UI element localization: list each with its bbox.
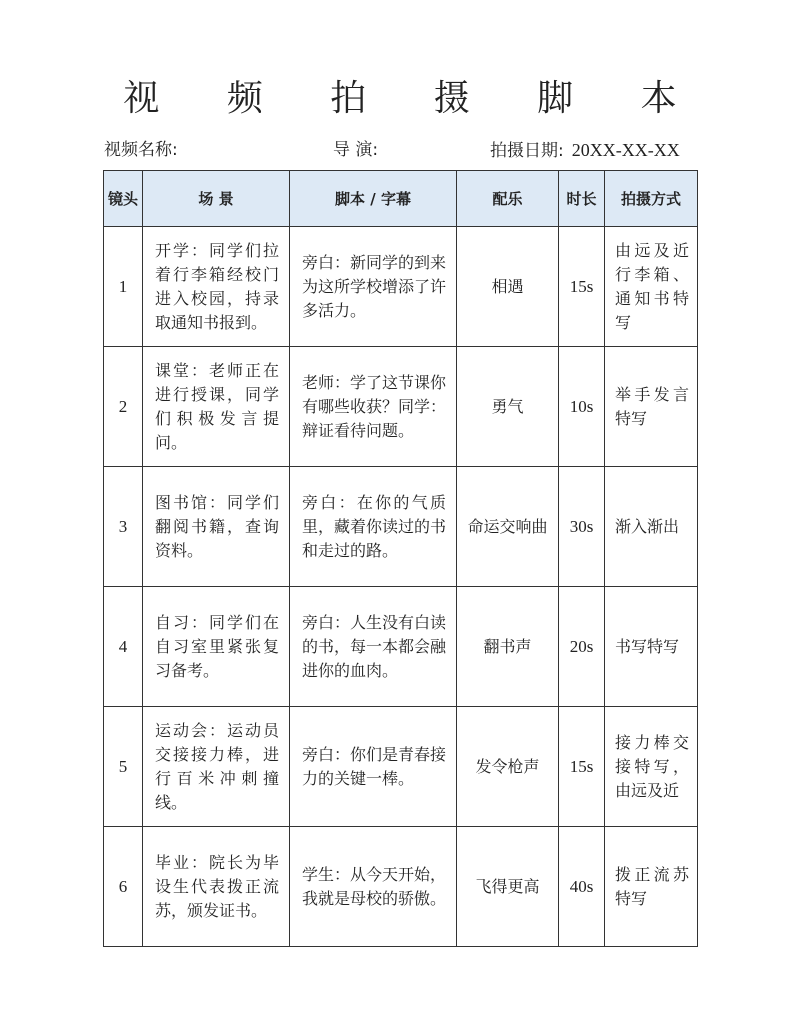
shot-number: 5 xyxy=(104,707,143,827)
scene-cell: 运动会：运动员交接接力棒，进行百米冲刺撞线。 xyxy=(143,707,290,827)
music-cell: 飞得更高 xyxy=(457,827,559,947)
scene-cell: 开学：同学们拉着行李箱经校门进入校园，持录取通知书报到。 xyxy=(143,227,290,347)
music-cell: 发令枪声 xyxy=(457,707,559,827)
music-cell: 命运交响曲 xyxy=(457,467,559,587)
scene-cell: 课堂：老师正在进行授课，同学们积极发言提问。 xyxy=(143,347,290,467)
method-cell: 书写特写 xyxy=(605,587,698,707)
music-cell: 勇气 xyxy=(457,347,559,467)
method-cell: 渐入渐出 xyxy=(605,467,698,587)
header-music: 配乐 xyxy=(457,171,559,227)
table-header-row xyxy=(104,171,698,227)
header-duration: 时长 xyxy=(559,171,605,227)
header-shooting-method: 拍摄方式 xyxy=(605,171,698,227)
method-cell: 拨正流苏特写 xyxy=(605,827,698,947)
script-cell: 旁白：在你的气质里，藏着你读过的书和走过的路。 xyxy=(290,467,457,587)
header-script: 脚本 / 字幕 xyxy=(290,171,457,227)
table-row xyxy=(104,467,698,587)
method-cell: 接力棒交接特写，由远及近 xyxy=(605,707,698,827)
header-shot: 镜头 xyxy=(104,171,143,227)
music-cell: 相遇 xyxy=(457,227,559,347)
table-row xyxy=(104,347,698,467)
table-row xyxy=(104,227,698,347)
duration-cell: 10s xyxy=(559,347,605,467)
scene-cell: 自习：同学们在自习室里紧张复习备考。 xyxy=(143,587,290,707)
shot-number: 1 xyxy=(104,227,143,347)
script-cell: 旁白：人生没有白读的书，每一本都会融进你的血肉。 xyxy=(290,587,457,707)
script-table xyxy=(103,170,698,947)
table-row xyxy=(104,827,698,947)
script-cell: 老师：学了这节课你有哪些收获？同学：辩证看待问题。 xyxy=(290,347,457,467)
scene-cell: 毕业：院长为毕设生代表拨正流苏，颁发证书。 xyxy=(143,827,290,947)
video-name-label: 视频名称: xyxy=(104,140,178,160)
page-title: 视 频 拍 摄 脚 本 xyxy=(123,78,705,119)
script-cell: 旁白：新同学的到来为这所学校增添了许多活力。 xyxy=(290,227,457,347)
music-cell: 翻书声 xyxy=(457,587,559,707)
shoot-date xyxy=(490,138,680,163)
method-cell: 举手发言特写 xyxy=(605,347,698,467)
method-cell: 由远及近行李箱、通知书特写 xyxy=(605,227,698,347)
shot-number: 4 xyxy=(104,587,143,707)
duration-cell: 30s xyxy=(559,467,605,587)
header-scene: 场 景 xyxy=(143,171,290,227)
script-cell: 学生：从今天开始，我就是母校的骄傲。 xyxy=(290,827,457,947)
shoot-date-value: 20XX-XX-XX xyxy=(571,140,680,160)
scene-cell: 图书馆：同学们翻阅书籍，查询资料。 xyxy=(143,467,290,587)
duration-cell: 40s xyxy=(559,827,605,947)
duration-cell: 20s xyxy=(559,587,605,707)
duration-cell: 15s xyxy=(559,707,605,827)
table-row xyxy=(104,587,698,707)
duration-cell: 15s xyxy=(559,227,605,347)
script-cell: 旁白：你们是青春接力的关键一棒。 xyxy=(290,707,457,827)
director-label: 导 演: xyxy=(333,140,379,160)
shot-number: 3 xyxy=(104,467,143,587)
shot-number: 2 xyxy=(104,347,143,467)
shot-number: 6 xyxy=(104,827,143,947)
table-row xyxy=(104,707,698,827)
shoot-date-label: 拍摄日期: xyxy=(490,141,564,161)
